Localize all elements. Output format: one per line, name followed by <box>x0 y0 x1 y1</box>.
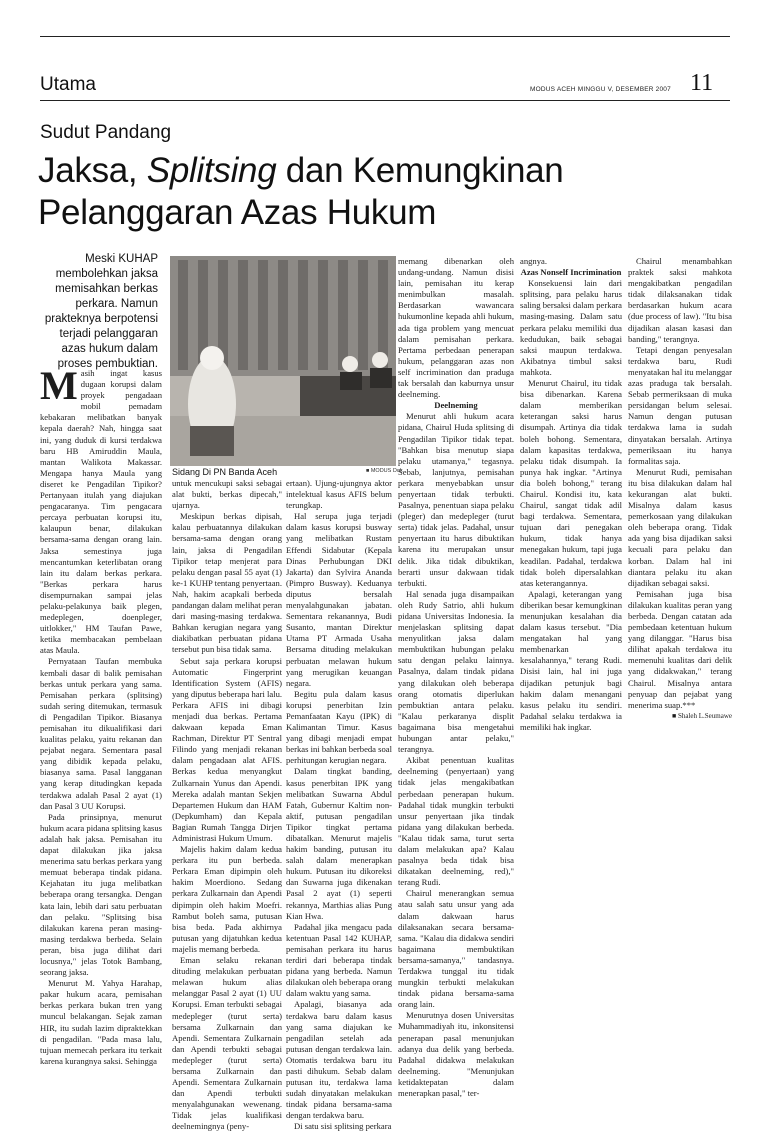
kicker: Sudut Pandang <box>40 122 172 143</box>
court-photo <box>170 256 396 466</box>
court-photo-image <box>170 256 396 466</box>
paragraph: angnya. <box>520 256 547 266</box>
paragraph: Meskipun berkas dipisah, kalau perbuatannya dilakukan bersama-sama dengan orang lain, jaksa di Pengadilan Tipikor tetap menjerat para pelaku dengan pasal 55 ayat (1) ke-1 KUHP tentang penyertaan. Nah, hakim acapkali berbeda pandangan dalam melihat peran dari masing-masing terdakwa. Bahkan kerugian negara yang diakibatkan perbuatan pidana tersebut pun bisa tidak sama. <box>172 511 282 655</box>
photo-caption: Sidang Di PN Banda Aceh <box>172 467 278 477</box>
paragraph: Dalam tingkat banding, kasus penerbitan IPK yang melibatkan Suwarna Abdul Fatah, Gubernur Kaltim non-aktif, putusan pengadilan Tipikor tingkat pertama dibatalkan. Menurut majelis hakim banding, putusan itu salah dalam menerapkan hukum. Putusan itu dikoreksi dan Suwarna juga dikenakan Pasal 2 ayat (1) seperti rekannya, Marthias alias Pung Kian Hwa. <box>286 766 392 921</box>
paragraph: Menurut Chairul, itu tidak bisa dibenarkan. Karena dalam memberikan keterangan saksi harus disumpah. Artinya dia tidak boleh bohong. Sementara, dalam kapasitas terdakwa, pelaku tidak disumpah. Ia punya hak ingkar. "Artinya dia boleh bohong," terang Chairul. Kondisi itu, kata Chairul, sangat tidak adil bagi terdakwa. Sementara, tujuan dari penegakan hukum, tidak hanya menegakan hukum, tapi juga keadilan. Padahal, terdakwa tidak boleh dipersalahkan atas keterangannya. <box>520 378 622 588</box>
top-rule <box>40 36 730 37</box>
paragraph: Apalagi, biasanya ada terdakwa baru dalam kasus yang sama diajukan ke pengadilan setelah ada putusan dengan terdakwa lain. Otomatis terdakwa baru itu pasti dihukum. Sebab dalam putusan itu, terdakwa lama sudah dinyatakan melakukan tindak pidana bersama-sama dengan terdakwa baru. <box>286 999 392 1121</box>
paragraph: memang dibenarkan oleh undang-undang. Namun disisi lain, pemisahan itu kerap menimbulkan masalah. Berdasarkan wawancara hukumonline kepada ahli hukum, ada tiga problem yang mencuat dalam pemisahan perkara. Pertama perbedaan penerapan hukum, pelanggaran azas non self incrimination dan praduga tak bersalah dan kaburnya unsur deelneming. <box>398 256 514 400</box>
paragraph: Menurutnya dosen Universitas Muhammadiyah itu, inkonsitensi penerapan pasal menunjukan adanya dua delik yang berbeda. Padahal didakwa melakukan deelneming. "Menunjukan ketidaktepatan dalam menerapkan pasal," ter- <box>398 1010 514 1099</box>
column-3 <box>286 478 392 1132</box>
paragraph: asih ingat kasus dugaan korupsi dalam proyek pengadaan mobil pemadam kebakaran melibatkan banyak kepala daerah? Nah, hingga saat ini, yang duduk di kursi terdakwa baru HB Amiruddin Maula, mantan Walikota Makassar. Mengapa hanya Maula yang diseret ke Pengadilan Tipikor? Pertanyaan itulah yang diajukan pengacaranya. Tim pengacara percaya perbuatan korupsi itu, kalaupun benar, dilakukan bersama-sama dengan orang lain. Jaksa semestinya juga mencantumkan keterlibatan orang lain itu dalam berkas perkara. "Berkas perkara harus disempurnakan sampai jelas pelaku-pelakunya baik plegen, medeplegen, doenpleger, uitlokker," HM Taufan Pawe, ketika membacakan pembelaan atas Maula. <box>40 368 162 656</box>
lead-text: Meski KUHAP membolehkan jaksa memisahkan berkas perkara. Namun prakteknya berpotensi terjadi pelanggaran azas hukum dalam proses pembuktian. <box>44 253 158 370</box>
drop-cap: M <box>40 363 78 408</box>
column-5 <box>520 256 622 1008</box>
paragraph: Eman selaku rekanan dituding melakukan perbuatan melawan hukum alias melanggar Pasal 2 ayat (1) UU Korupsi. Eman terbukti sebagai medepleger (turut serta) bersama Zulkarnain dan Apendi. Sementara Zulkarnain dan Apendi terbukti sebagai medepleger (turut serta) bersama Zulkarnain dan Apendi. Sementara Zulkarnain dan Apendi terbukti menyalahgunakan wewenang. Tidak jelas kualifikasi deelnemingnya (peny- <box>172 955 282 1132</box>
paragraph: Konsekuensi lain dari splitsing, para pelaku harus saling bersaksi dalam perkara masing-masing. Dalam satu perkara pelaku memiliki dua kedudukan, baik sebagai saksi maupun terdakwa. Akibatnya timbul saksi mahkota. <box>520 278 622 377</box>
paragraph: Di satu sisi splitsing perkara <box>294 1121 392 1132</box>
column-4 <box>398 256 514 1099</box>
paragraph: Hal senada juga disampaikan oleh Rudy Satrio, ahli hukum pidana Universitas Indonesia. Ia menjelaskan splitsing dapat menyulitkan jaksa dalam membuktikan hubungan pelaku satu dengan pelaku lainnya. Pasalnya, dalam tindak pidana yang dilakukan oleh beberapa orang otomatis diperlukan pembuktian antara pelaku. "Kalau perkaranya displit bagaimana bisa mengetahui hubungan antar pelaku," terangnya. <box>398 588 514 755</box>
paragraph: untuk mencukupi saksi sebagai alat bukti, berkas dipecah," ujarnya. <box>172 478 282 511</box>
author-signature: ■ Shaleh L.Seumawe <box>671 711 732 720</box>
paragraph: Chairul menerangkan semua atau salah satu unsur yang ada dalam dakwaan harus dilaksanakan secara bersama-sama. "Kalau dia didakwa sendiri bagaimana membuktikan bersama-samanya," tandasnya. Terdakwa tunggal itu tidak mungkin terbukti melakukan tindak pidana bersama-sama orang lain. <box>398 888 514 1010</box>
photo-credit: ■ MODUS Dok <box>366 468 403 474</box>
section-title: Utama <box>40 74 96 95</box>
paragraph: Hal serupa juga terjadi dalam kasus korupsi busway yang melibatkan Rustam Effendi Sidabutar (Kepala Dinas Perhubungan DKI Jakarta) dan Sylvira Ananda (Pimpro Busway). Keduanya diputus bersalah menyalahgunakan jabatan. Sementara rekanannya, Budi Susanto, mantan Direktur Utama PT Armada Usaha Bersama dituding melakukan perbuatan melawan hukum yang merugikan keuangan negara. <box>286 511 392 688</box>
column-1 <box>40 363 162 1066</box>
paragraph: Majelis hakim dalam kedua perkara itu pun berbeda. Perkara Eman dipimpin oleh hakim Moerdiono. Sedang perkara Zulkarnain dan Apendi dipimpin oleh hakim Moefri. Rambut boleh sama, putusan bisa beda. Pada akhirnya putusan yang dijatuhkan kedua majelis memang berbeda. <box>172 844 282 954</box>
paragraph: Chairul menambahkan praktek saksi mahkota mengakibatkan pengadilan tidak dilaksanakan tidak berdasarkan hukum acara (due process of law). "Itu bisa dijadikan alasan kasasi dan banding," terangnya. <box>628 256 732 344</box>
paragraph: Begitu pula dalam kasus korupsi penerbitan Izin Pemanfaatan Kayu (IPK) di Kalimantan Timur. Kasus yang dibagi menjadi empat berkas ini bahkan berbeda soal perhitungan kerugian negara. <box>286 688 392 766</box>
paragraph: Pada prinsipnya, menurut hukum acara pidana splitsing kasus adalah hak jaksa. Pemisahan itu dapat dilakukan jika jaksa menerima satu berkas perkara yang memuat beberapa tindak pidana. Kejahatan itu juga melibatkan beberapa orang tersangka. Dengan kata lain, lebih dari satu perbuatan dan pelaku. "Splitsing bisa dilakukan karena peran masing-masing terdakwa berbeda. Selain peran, bisa juga dilihat dari locusnya," jelas Totok Bambang, seorang jaksa. <box>40 811 162 978</box>
subheading: Deelneming <box>434 400 478 411</box>
paragraph: Apalagi, keterangan yang diberikan besar kemungkinan menunjukan kesalahan dia dalam kasus tersebut. "Dia mengatakan hal yang membenarkan kesalahannya," terang Rudi. Disisi lain, hal ini juga dijadikan petunjuk bagi hakim dalam menangani kasus pelaku itu sendiri. Padahal selaku terdakwa ia memiliki hak ingkar. <box>520 588 622 732</box>
paragraph: Padahal jika mengacu pada ketentuan Pasal 142 KUHAP, pemisahan perkara itu harus terdiri dari beberapa tindak pidana yang berbeda. Namun dilakukan oleh beberapa orang dalam waktu yang sama. <box>286 921 392 999</box>
paragraph: Sebut saja perkara korupsi Automatic Fingerprint Identification System (AFIS) yang diputus beberapa hari lalu. Perkara AFIS ini dibagi menjadi dua berkas. Pertama dakwaan kepada Eman Rachman, Direktur PT Sentral Filindo yang menjadi rekanan dalam pengadaan alat AFIS. Berkas kedua menyangkut Zulkarnain Yunus dan Apendi. Mereka adalah mantan Sekjen Departemen Hukum dan HAM (Depkumham) dan Kepala Bagian Rumah Tangga Dirjen Administrasi Hukum Umum. <box>172 655 283 843</box>
paragraph: Menurut M. Yahya Harahap, pakar hukum acara, pemisahan berkas perkara bukan tren yang muncul belakangan. Sejak zaman HIR, itu sudah lazim dipraktekkan di pengadilan. "Pada masa lalu, tujuan memecah perkara itu terkait karena kurangnya saksi. Sehingga <box>40 978 162 1066</box>
headline-italic: Splitsing <box>146 151 277 190</box>
subheading: Azas Nonself Incrimination <box>520 267 622 278</box>
paragraph: Akibat penentuan kualitas deelneming (penyertaan) yang tidak jelas mengakibatkan perbedaan penerapan hukum. Padahal tidak mungkin terbukti unsur penyertaan jika tindak pidana yang dilakukan berbeda. "Kalau tidak sama, turut serta dalam melakukan apa? Kalau pasalnya beda tidak bisa dikatakan deelneming, red)," terang Rudi. <box>398 755 514 888</box>
headline-part2: dan Kemungkinan <box>276 151 564 190</box>
page-number: 11 <box>690 70 714 96</box>
section-rule <box>40 100 730 101</box>
paragraph: Pernyataan Taufan membuka kembali dasar di balik pemisahan berkas untuk perkara yang sama. Pemisahan perkara (splitsing) sudah sering ditemukan, termasuk di Pengadilan Tipikor. Biasanya pemisahan itu dikualifikasi dari kualitas pelaku, yaitu rekanan dan pejabat negara. Sementara pasal yang dibidik kepada pelaku, biasanya sama. Pasal langganan yang kerap ditudingkan kepada terdakwa adalah Pasal 2 ayat (1) dan Pasal 3 UU Korupsi. <box>40 656 162 811</box>
column-6 <box>628 256 732 1008</box>
headline <box>38 150 738 234</box>
paragraph: Pemisahan juga bisa dilakukan kualitas peran yang berbeda. Dengan catatan ada pembedaan ketentuan hukum yang dilanggar. "Harus bisa dilihat apakah terdakwa itu memenuhi kualitas dari delik yang didakwakan," terang Chairul. Misalnya antara penyuap dan pejabat yang menerima suap.*** <box>628 588 732 710</box>
paragraph: Tetapi dengan penyesalan terdakwa baru, Rudi menyatakan hal itu melanggar azas praduga tak bersalah. Sebab permeriksaan di muka persidangan belum selesai. Namun dengan putusan terdakwa lama ia sudah dinyatakan bersalah. Artinya pemeriksaan itu hanya formalitas saja. <box>628 344 732 466</box>
masthead-date: MODUS ACEH MINGGU V, DESEMBER 2007 <box>530 86 671 93</box>
paragraph: ertaan). Ujung-ujungnya aktor intelektual kasus AFIS belum terungkap. <box>286 478 392 511</box>
headline-line2: Pelanggaran Azas Hukum <box>38 193 437 232</box>
paragraph: Menurut ahli hukum acara pidana, Chairul Huda splitsing di Pengadilan Tipikor tidak tepat. "Bahkan bisa menutup siapa pelaku utamanya," tegasnya. Sebab, lanjutnya, pemisahan perkara menyebabkan unsur penyertaan tidak terbukti. Pasalnya, penentuan siapa pelaku (pleger) dan medepleger (turut serta) tidak jelas. Padahal, unsur penyertaan itu harus dibuktikan karena itu merupakan unsur delik. Jika tidak dibuktikan, berarti unsur dakwaan tidak terbukti. <box>398 411 514 588</box>
paragraph: Menurut Rudi, pemisahan itu bisa dilakukan dalam hal kekurangan alat bukti. Misalnya dalam kasus pemerkosaan yang dilakukan oleh beberapa orang. Tidak ada yang bisa dijadikan saksi kecuali para pelaku dan korban. Dalam hal ini diantara pelaku itu akan dijadikan sebagai saksi. <box>628 466 732 588</box>
headline-part1: Jaksa, <box>38 151 147 190</box>
column-2 <box>172 478 283 1132</box>
